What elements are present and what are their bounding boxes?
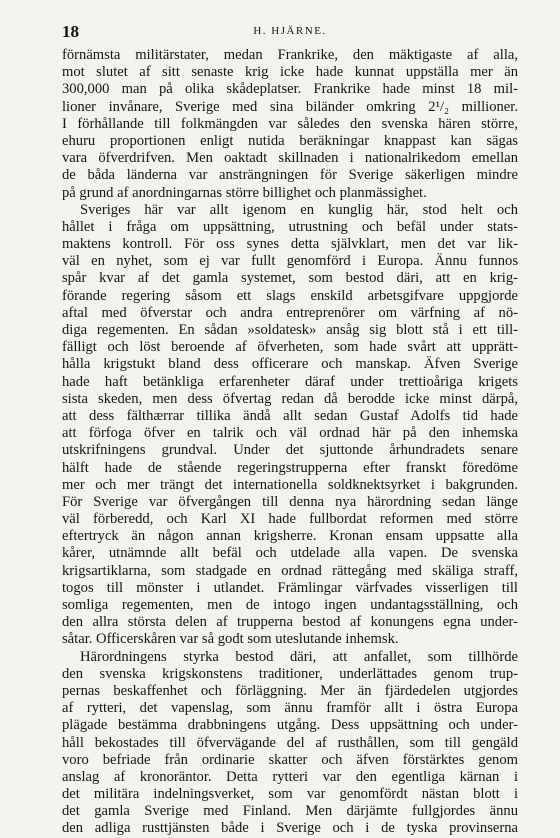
text-line: det gamla Sverige med Finland. Men därjämte fullgjordes ännu xyxy=(62,803,518,820)
text-line: mer och mer trängt det internationella soldknektsyrket i bakgrunden. xyxy=(62,476,518,493)
text-line: på grund af anordningarnas större billighet och planmässighet. xyxy=(62,184,427,201)
text-line: de båda länderna var ansträngningen för Sverige säkerligen mindre xyxy=(62,167,518,184)
text-line: krigsartiklarna, som stadgade en ordnad rättegång med skäliga straff, xyxy=(62,562,518,579)
text-line: utskrifningens grundval. Under det sjuttonde århundradets senare xyxy=(62,442,518,459)
text-line: fälligt och löst beroende af öfverheten, som hade svårt att upprätt- xyxy=(62,339,518,356)
text-line: hållet i fråga om uppsättning, utrustning och befäl under stats- xyxy=(62,218,518,235)
page-number: 18 xyxy=(62,22,79,41)
text-line: den adliga rusttjänsten både i Sverige och i de tyska provinserna xyxy=(62,820,518,837)
text-line: hälft hade de stående regeringstrupperna efter franskt föredöme xyxy=(62,459,518,476)
text-line: väl förberedd, och Karl XI hade fullbordat reformen med större xyxy=(62,511,518,528)
text-line: För Sverige var öfvergången till denna nya härordning sedan länge xyxy=(62,493,518,510)
text-line: förnämsta militärstater, medan Frankrike, den mäktigaste af alla, xyxy=(62,47,518,63)
text-line: diga regementen. En sådan »soldatesk» ansåg sig blott stå i ett till- xyxy=(62,322,518,338)
text-line: Härordningens styrka bestod däri, att anfallet, som tillhörde xyxy=(80,648,518,665)
text-line: det militära indelningsverket, som var genomfördt nästan blott i xyxy=(62,786,518,803)
text-line: pernas beskaffenhet och förläggning. Mer än fjärdedelen utgjordes xyxy=(62,682,518,699)
text-line: den allra största delen af trupperna bestod af konungens egna under- xyxy=(62,614,518,631)
text-line: anslag af kronoräntor. Detta rytteri var den egentliga kärnan i xyxy=(62,768,518,785)
text-line: sista skeden, men dess öfvertag redan då berodde icke minst därpå, xyxy=(62,390,518,407)
page-header xyxy=(62,22,518,44)
text-line: lioner invånare, Sverige med sina biländer omkring 2¹/₂ millioner. xyxy=(62,98,518,115)
text-line: den svenska krigskonstens traditioner, underlättades genom trup- xyxy=(62,665,518,682)
text-line: mot slutet af sitt senaste krig icke hade kunnat uppställa mer än xyxy=(62,64,518,81)
text-line: spår kvar af det gamla systemet, som bestod däri, att en krig- xyxy=(62,270,518,287)
text-line: kårer, utnämnde allt befäl och utdelade alla vapen. De svenska xyxy=(62,545,518,562)
text-line: att dess fälthærrar tillika ändå allt sedan Gustaf Adolfs tid hade xyxy=(62,407,518,424)
body-text xyxy=(62,47,518,838)
running-head: H. HJÄRNE. xyxy=(253,25,327,37)
text-line: eftertryck än någon annan krigsherre. Kronan ensam uppsatte alla xyxy=(62,528,518,545)
text-line: håll bekostades till öfvervägande del af rusthållen, som till gengäld xyxy=(62,734,518,751)
text-line: hålla krigstukt bland dess officerare och manskap. Äfven Sverige xyxy=(62,356,518,373)
text-line: somliga regementen, men de intogo ingen undantagsställning, och xyxy=(62,597,518,613)
text-line: vara öfverdrifven. Men oaktadt skillnaden i nationalrikedom emellan xyxy=(62,150,518,167)
text-line: väl en nyhet, som ej var fullt genomförd i Europa. Ännu funnos xyxy=(62,253,518,270)
text-line: maktens kontroll. För oss synes detta självklart, men det var lik- xyxy=(62,236,518,253)
text-line: plägade bestämma drabbningens utgång. Dess uppsättning och under- xyxy=(62,717,518,734)
text-line: Sveriges här var allt igenom en kunglig här, stod helt och xyxy=(80,201,518,218)
text-line: att förfoga öfver en talrik och väl ordnad här på den inhemska xyxy=(62,425,518,442)
text-line: såtar. Officerskåren var så godt som uteslutande inhemsk. xyxy=(62,631,399,648)
text-line: förande regering såsom ett slags enskild arbetsgifvare uppgjorde xyxy=(62,287,518,304)
text-line: ehuru proportionen enligt nutida beräkningar knappast kan sägas xyxy=(62,132,518,149)
text-line: af rytteri, det vapenslag, som ännu framför allt i östra Europa xyxy=(62,700,518,717)
text-line: 300,000 man på olika skådeplatser. Frankrike hade minst 18 mil- xyxy=(62,81,518,98)
text-line: togos till mönster i utlandet. Främlingar värfvades visserligen till xyxy=(62,579,518,596)
text-line: aftal med öfverstar och andra entreprenörer om värfning af nö- xyxy=(62,304,518,321)
text-line: I förhållande till folkmängden var således den svenska hären större, xyxy=(62,115,518,132)
text-line: voro befriade från ordinarie skatter och äfven förstärktes genom xyxy=(62,751,518,768)
text-line: hade haft betänkliga erfarenheter däraf under trettioåriga krigets xyxy=(62,373,518,390)
